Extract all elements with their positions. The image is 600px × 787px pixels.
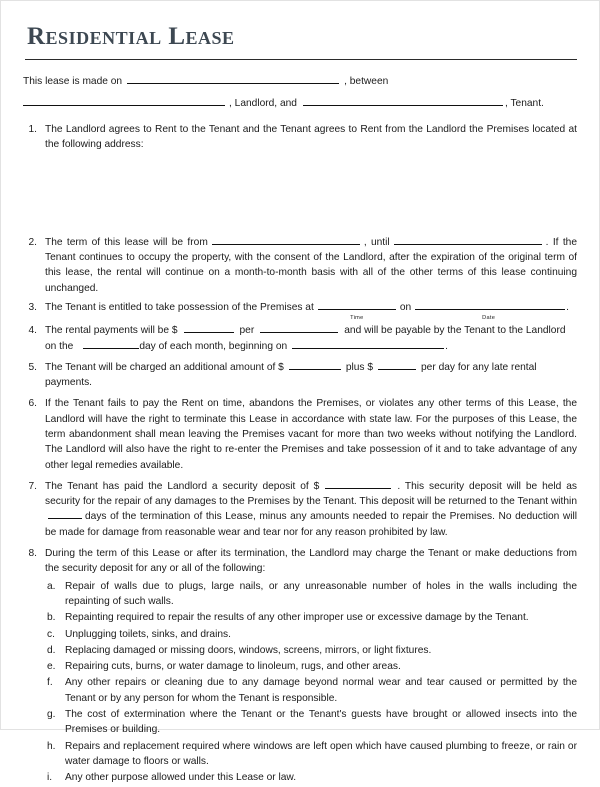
clause-3-number: 3. [28, 301, 37, 313]
subitem-h-text: Repairs and replacement required where windows are left open which have caused plumbing to freeze, or rain or water damage to floors or walls. [65, 740, 577, 767]
subitem-d-text: Replacing damaged or missing doors, windows, screens, mirrors, or light fixtures. [65, 644, 432, 656]
clause-7-text [45, 479, 577, 540]
intro-line-date [23, 74, 577, 90]
landlord-name-blank[interactable] [23, 97, 225, 106]
clause-3-part2: on [399, 301, 412, 313]
clause-2-number: 2. [28, 236, 37, 248]
subitem-f-text: Any other repairs or cleaning due to any damage beyond normal wear and tear caused or permitted by the Tenant or by any person for whom the Tenant is responsible. [65, 677, 577, 704]
subitem-c-letter: c. [47, 628, 55, 640]
tenant-label: , Tenant. [504, 98, 544, 110]
clause-1-number: 1. [28, 124, 37, 136]
possession-time-caption: Time [350, 315, 364, 322]
subitem-g-text: The cost of extermination where the Tenant or the Tenant's guests have brought or allowed insects into the Premises or building. [65, 709, 577, 736]
subitem-e-letter: e. [47, 661, 56, 673]
clause-8-sublist [45, 579, 577, 786]
clause-6-number: 6. [28, 398, 37, 410]
clause-4-part3: and will be payable by the Tenant to the Landlord on the [45, 325, 566, 352]
rent-begin-date-blank[interactable] [292, 339, 444, 348]
clause-6 [23, 396, 577, 472]
clause-2-part3: . If the Tenant continues to occupy the property, with the consent of the Landlord, after the expiration of the original term of this lease, the rental will continue on a month-to-month basis with all of the other terms of this lease continuing unchanged. [45, 236, 577, 294]
date-blank[interactable] [127, 74, 339, 83]
clause-4 [23, 323, 577, 354]
clause-4-text [45, 323, 577, 354]
subitem-h-letter: h. [47, 740, 56, 752]
clause-5-part2: plus $ [345, 361, 374, 373]
clause-7-part2: . This security deposit will be held as security for the repair of any damages to the Premises by the Tenant. This deposit will be returned to the Tenant within [45, 480, 578, 508]
subitem-i-letter: i. [47, 772, 53, 784]
clause-3 [23, 300, 577, 322]
lease-start-date-blank[interactable] [212, 235, 360, 244]
title-divider [25, 59, 577, 60]
clause-8 [23, 546, 577, 786]
list-item [45, 675, 577, 706]
subitem-d-letter: d. [47, 644, 56, 656]
clause-3-part3: . [566, 301, 569, 313]
list-item [45, 770, 577, 785]
possession-time-blank[interactable] [318, 301, 396, 310]
rent-amount-blank[interactable] [184, 324, 234, 333]
clause-7-part1: The Tenant has paid the Landlord a security deposit of $ [45, 480, 320, 492]
clause-8-number: 8. [28, 548, 37, 560]
clause-5-number: 5. [28, 361, 37, 373]
clause-list [23, 122, 577, 786]
clause-4-part4: day of each month, beginning on [139, 340, 288, 352]
clause-5-text [45, 360, 577, 391]
landlord-label: , Landlord, and [229, 98, 297, 110]
clause-1-text: The Landlord agrees to Rent to the Tenant and the Tenant agrees to Rent from the Landlord the Premises located at the following address: [45, 124, 577, 151]
rent-period-blank[interactable] [260, 324, 338, 333]
possession-time-field [314, 300, 400, 322]
clause-4-part1: The rental payments will be $ [45, 325, 178, 337]
possession-date-caption: Date [482, 315, 496, 322]
list-item [45, 579, 577, 610]
clause-4-number: 4. [28, 325, 37, 337]
list-item [45, 610, 577, 625]
clause-6-text: If the Tenant fails to pay the Rent on time, abandons the Premises, or violates any other terms of this Lease, the Landlord will have the right to terminate this Lease in accordance with state law. For the purposes of this Lease, the term abandonment shall mean leaving the Premises vacant for more than two weeks without notifying the Landlord. The Landlord will also have the right to re-enter the Premises and take possession of it and to take advantage of any other legal remedies available. [45, 398, 577, 471]
tenant-name-blank[interactable] [303, 97, 503, 106]
page-title: Residential Lease [27, 23, 235, 50]
intro-line-parties [23, 96, 577, 112]
subitem-c-text: Unplugging toilets, sinks, and drains. [65, 628, 231, 640]
subitem-f-letter: f. [47, 677, 53, 689]
clause-5-part1: The Tenant will be charged an additional amount of $ [45, 361, 284, 373]
deposit-return-days-blank[interactable] [48, 510, 82, 519]
clause-4-part5: . [445, 340, 449, 352]
intro-prefix-label: This lease is made on [23, 75, 123, 87]
intro-between-label: , between [344, 75, 389, 87]
clause-2-text [45, 235, 577, 296]
clause-5-part3: per day for any late rental payments. [45, 361, 537, 389]
clause-5 [23, 360, 577, 391]
clause-4-part2: per [239, 325, 255, 337]
clause-2-part2: , until [363, 236, 390, 248]
late-fee-per-day-blank[interactable] [378, 360, 416, 369]
clause-7 [23, 479, 577, 540]
subitem-i-text: Any other purpose allowed under this Lease or law. [65, 772, 297, 784]
lease-end-date-blank[interactable] [394, 235, 542, 244]
list-item [45, 739, 577, 770]
list-item [45, 627, 577, 642]
clause-3-text [45, 300, 577, 322]
clause-7-number: 7. [28, 480, 37, 492]
list-item [45, 707, 577, 738]
list-item [45, 659, 577, 674]
possession-date-blank[interactable] [415, 301, 565, 310]
clause-7-part3: days of the termination of this Lease, minus any amounts needed to repair the Premises. No deduction will be made for damage from reasonable wear and tear nor for any reason prohibited by law. [45, 511, 577, 538]
intro-block [23, 74, 577, 113]
clause-2-part1: The term of this lease will be from [45, 236, 208, 248]
clause-3-part1: The Tenant is entitled to take possession of the Premises at [45, 301, 314, 313]
security-deposit-amount-blank[interactable] [325, 480, 391, 489]
rent-due-day-blank[interactable] [83, 339, 139, 348]
list-item [45, 643, 577, 658]
subitem-a-text: Repair of walls due to plugs, large nails, or any unreasonable number of holes in the walls including the repainting of such walls. [65, 580, 577, 607]
late-fee-amount-blank[interactable] [289, 360, 341, 369]
subitem-b-letter: b. [47, 612, 56, 624]
subitem-e-text: Repairing cuts, burns, or water damage to linoleum, rugs, and other areas. [65, 661, 401, 673]
clause-2 [23, 235, 577, 296]
subitem-a-letter: a. [47, 580, 56, 592]
address-write-in-area[interactable] [23, 157, 577, 235]
subitem-g-letter: g. [47, 709, 56, 721]
subitem-b-text: Repainting required to repair the results of any other improper use or excessive damage by the Tenant. [65, 612, 529, 624]
clause-1 [23, 122, 577, 153]
clause-8-text: During the term of this Lease or after its termination, the Landlord may charge the Tenant or make deductions from the security deposit for any or all of the following: [45, 548, 577, 575]
possession-date-field [411, 300, 566, 322]
clause-8-body [45, 546, 577, 786]
